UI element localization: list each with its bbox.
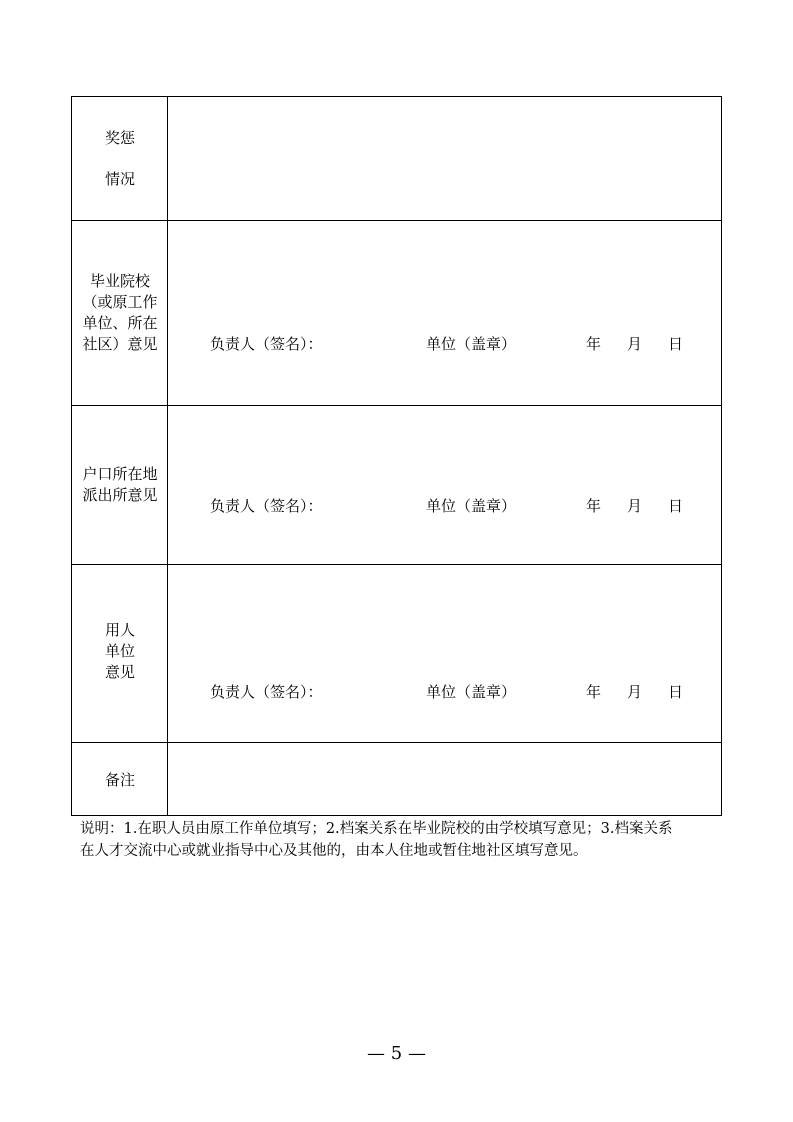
row-label-line: 用人 <box>104 621 135 639</box>
instruction-note-line-2: 在人才交流中心或就业指导中心及其他的，由本人住地或暂住地社区填写意见。 <box>80 843 588 859</box>
remarks-label-cell <box>72 743 168 815</box>
row-police-opinion <box>72 406 721 565</box>
row-label-line: 户口所在地 <box>82 465 158 483</box>
school-label-cell <box>72 221 168 405</box>
month-label: 月 <box>627 335 643 353</box>
signatory-label: 负责人（签名）： <box>210 497 323 515</box>
month-label: 月 <box>627 497 643 515</box>
row-school-opinion <box>72 221 721 406</box>
row-label-line: 意见 <box>104 663 135 681</box>
year-label: 年 <box>586 497 602 515</box>
year-label: 年 <box>586 335 602 353</box>
rewards-label-cell <box>72 97 168 220</box>
row-label-line: 单位 <box>104 642 135 660</box>
month-label: 月 <box>627 683 643 701</box>
day-label: 日 <box>668 335 684 353</box>
row-label-line: 社区）意见 <box>82 335 158 353</box>
row-rewards-punishments <box>72 97 721 221</box>
row-employer-opinion <box>72 565 721 743</box>
unit-seal-label: 单位（盖章） <box>426 497 517 515</box>
day-label: 日 <box>668 497 684 515</box>
police-label-cell <box>72 406 168 564</box>
unit-seal-label: 单位（盖章） <box>426 683 517 701</box>
row-label-line: 单位、所在 <box>82 314 158 332</box>
row-label-line: 奖惩 <box>104 129 135 147</box>
day-label: 日 <box>668 683 684 701</box>
row-label-line: （或原工作 <box>82 293 158 311</box>
row-remarks <box>72 743 721 815</box>
row-label-line: 派出所意见 <box>82 486 158 504</box>
row-label-line: 备注 <box>104 771 135 789</box>
opinion-form-table <box>71 96 722 816</box>
row-label-line: 情况 <box>104 170 135 188</box>
row-label-line: 毕业院校 <box>89 272 150 290</box>
page-number: — 5 — <box>367 1043 426 1064</box>
year-label: 年 <box>586 683 602 701</box>
signatory-label: 负责人（签名）： <box>210 683 323 701</box>
signatory-label: 负责人（签名）： <box>210 335 323 353</box>
unit-seal-label: 单位（盖章） <box>426 335 517 353</box>
employer-label-cell <box>72 565 168 742</box>
instruction-note-line-1: 说明：1.在职人员由原工作单位填写；2.档案关系在毕业院校的由学校填写意见；3.档案关系 <box>80 821 673 837</box>
